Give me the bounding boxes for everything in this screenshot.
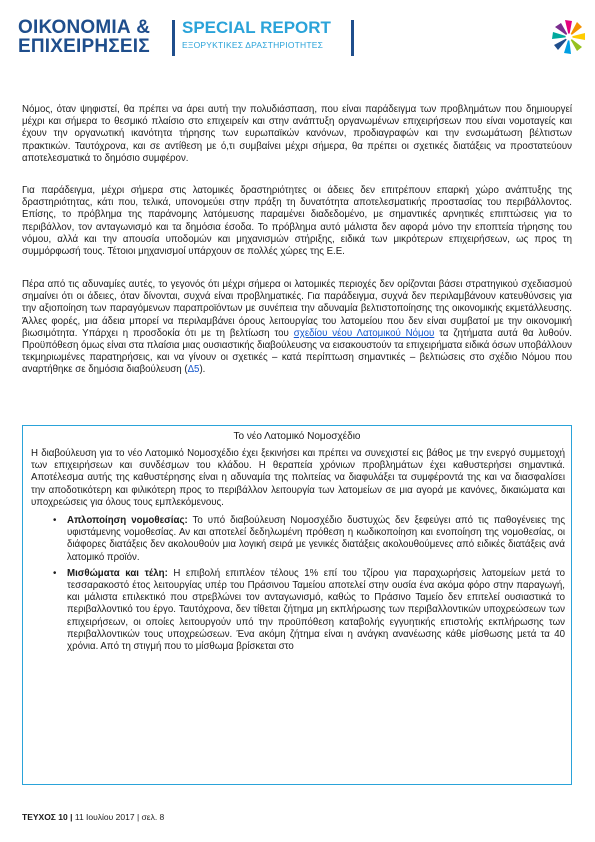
reference-d5-link[interactable]: Δ5 (187, 364, 200, 376)
bullet-dot: • (53, 567, 57, 579)
publication-logo (18, 18, 150, 56)
page-number: | σελ. 8 (136, 812, 165, 822)
header-divider (172, 20, 175, 56)
bullet-text: Η επιβολή επιπλέον τέλους 1% επί του τζίρου για παραχωρήσεις λατομείων μετά το τεσσαρακοστό έτος λειτουργίας υπέρ του Πράσινου Ταμείου αποτελεί στην ουσία ένα ακόμα φόρο στην παραγωγή, και μάλιστα επιλεκτικό που στρεβλώνει τον ανταγωνισμό, καθώς το Πράσινο Ταμείο δεν επιτελεί ουσιαστικά το περιβαλλοντικό του έργο. Ταυτόχρονα, δεν τίθεται ζήτημα μη εκπλήρωσης των περιβαλλοντικών υποχρεώσεων των επιχειρήσεων, οι οποίες λειτουργούν υπό την προϋπόθεση καταβολής εγγυητικής επιστολής εκπλήρωσης των περιβαλλοντικών τους υποχρεώσεων. Ένα ακόμη ζήτημα είναι η ανάγκη ανανέωσης κάθε μίσθωσης μετά τα 40 χρόνια. Από τη στιγμή που το μίσθωμα βρίσκεται στο (67, 567, 565, 653)
header-divider-right (351, 20, 354, 56)
bullet-text: Το υπό διαβούλευση Νομοσχέδιο δυστυχώς δεν ξεφεύγει από τις παθογένειες της υφιστάμενης νομοθεσίας. Αν και αποτελεί δεδηλωμένη πρόθεση η κωδικοποίηση και ενοποίηση της νομοθεσίας, οι διάφορες διατάξεις δεν ακολουθούν μια λογική σειρά με γενικές διατάξεις ακολουθούμενες από ειδικές διατάξεις ανά λατομικό προϊόν. (67, 515, 565, 563)
paragraph-3-text-b: τα ζητήματα αυτά θα λυθούν. Προϋπόθεση όμως είναι στα πλαίσια μιας ουσιαστικής διαβούλευσης να εισακουστούν τα επιχειρήματα ειδικά όσων υποβάλλουν τεκμηριωμένες παρατηρήσεις, και να γίνουν οι σχετικές – κατά περίπτωση σημαντικές – βελτιώσεις στο σχέδιο Νόμου που αναρτήθηκε σε δημόσια διαβούλευση ( (22, 327, 572, 376)
footer-separator: | (70, 812, 73, 822)
paragraph-3-text-a: Πέρα από τις αδυναμίες αυτές, το γεγονός ότι μέχρι σήμερα οι λατομικές περιοχές δεν ορίζονται βάσει στρατηγικού σχεδιασμού σημαίνει ότι οι άδειες, όταν δίνονται, συχνά είναι προβληματικές. Για παράδειγμα, συχνά δεν περιλαμβάνουν κατευθύνσεις για την αξιοποίηση των παραγόμενων παραπροϊόντων με συνέπεια την αδυναμία βελτιστοποίησης της οικονομικής εκμετάλλευσης. Άλλες φορές, μια άδεια μπορεί να περιλαμβάνει όρους λειτουργίας του λατομείου που δεν είναι συμβατοί με την οικονομική βιωσιμότητα. Υπάρχει η προσδοκία ότι με τη βελτίωση του (22, 279, 572, 339)
issue-date: 11 Ιουλίου 2017 (74, 812, 135, 822)
special-report-subtitle: ΕΞΟΡΥΚΤΙΚΕΣ ΔΡΑΣΤΗΡΙΟΤΗΤΕΣ (182, 40, 324, 50)
paragraph-1: Νόμος, όταν ψηφιστεί, θα πρέπει να άρει αυτή την πολυδιάσπαση, που είναι παράδειγμα των προβλημάτων που δημιουργεί μέχρι και σήμερα το θεσμικό πλαίσιο στο επιχειρείν και στην ανάπτυξη οργανωμένων επιχειρήσεων που είναι νομοταγείς και έχουν την οργανωτική ικανότητα τήρησης των ευρωπαϊκών κανόνων, προδιαγραφών και την ενσωμάτωση βέλτιστων πρακτικών. Ταυτόχρονα, και σε αντίθεση με ό,τι συμβαίνει μέχρι σήμερα, θα πρέπει οι σχετικές διατάξεις να προστατεύουν αποτελεσματικά το δημόσιο συμφέρον. (22, 104, 572, 164)
bill-draft-link[interactable]: σχεδίου νέου Λατομικού Νόμου (293, 327, 435, 339)
box-title: Το νέο Λατομικό Νομοσχέδιο (233, 431, 361, 442)
bullet-dot: • (53, 515, 57, 527)
special-report-title: SPECIAL REPORT (182, 18, 331, 37)
bullet-title: Μισθώματα και τέλη: (67, 567, 168, 579)
logo-line-1: ΟΙΚΟΝΟΜΙΑ & (18, 17, 151, 38)
logo-line-2: ΕΠΙΧΕΙΡΗΣΕΙΣ (18, 36, 150, 57)
bullet-title: Απλοποίηση νομοθεσίας: (67, 515, 188, 527)
box-intro: Η διαβούλευση για το νέο Λατομικό Νομοσχέδιο έχει ξεκινήσει και πρέπει να συνεχιστεί εις βάθος με την ενεργό συμμετοχή των επιχειρήσεων και συνδέσμων του κλάδου. Η θεραπεία χρόνιων προβλημάτων έχει καθυστερήσει σημαντικά. Αποτέλεσμα αυτής της καθυστέρησης είναι η αδυναμία της πολιτείας να διαφυλάξει τα συμφέροντά της και να διασφαλίσει την αποδοτικότερη και φιλικότερη προς το περιβάλλον λειτουργία των λατομείων σε μια αγορά με κανόνες, δικαιώματα και υποχρεώσεις για όλους τους εμπλεκόμενους. (31, 448, 565, 508)
issue-number: ΤΕΥΧΟΣ 10 (22, 812, 68, 822)
bullet-simplification (53, 515, 565, 564)
bullet-rents-fees (53, 568, 565, 653)
paragraph-2: Για παράδειγμα, μέχρι σήμερα στις λατομικές δραστηριότητες οι άδειες δεν επιτρέπουν επαρκή χώρο ανάπτυξης της δραστηριότητας, κάτι που, τελικά, υπονομεύει στην πράξη τη δυνατότητα αποτελεσματικής προστασίας του περιβάλλοντος. Επίσης, το πρόβλημα της παράνομης λατόμευσης παραμένει διαδεδομένο, με σημαντικές αρνητικές επιπτώσεις για το περιβάλλον, τον ανταγωνισμό και τα δημόσια έσοδα. Το πρόβλημα αυτό μάλιστα δεν αφορά μόνο την εποπτεία τήρησης του νόμου, αλλά και την απουσία υποδομών και μηχανισμών στήριξης, ειδικά των μικρότερων επιχειρήσεων, ως προς τη συμμόρφωσή τους. Τέτοιοι μηχανισμοί υπάρχουν σε πολλές χώρες της Ε.Ε. (22, 185, 572, 258)
page-footer (22, 812, 164, 822)
quarry-bill-box (22, 425, 572, 785)
paragraph-3-text-c: ). (199, 364, 206, 376)
page-header (18, 18, 578, 58)
paragraph-3 (22, 279, 572, 377)
colorful-arrows-emblem-icon (548, 16, 590, 58)
box-bullet-list (53, 515, 565, 653)
